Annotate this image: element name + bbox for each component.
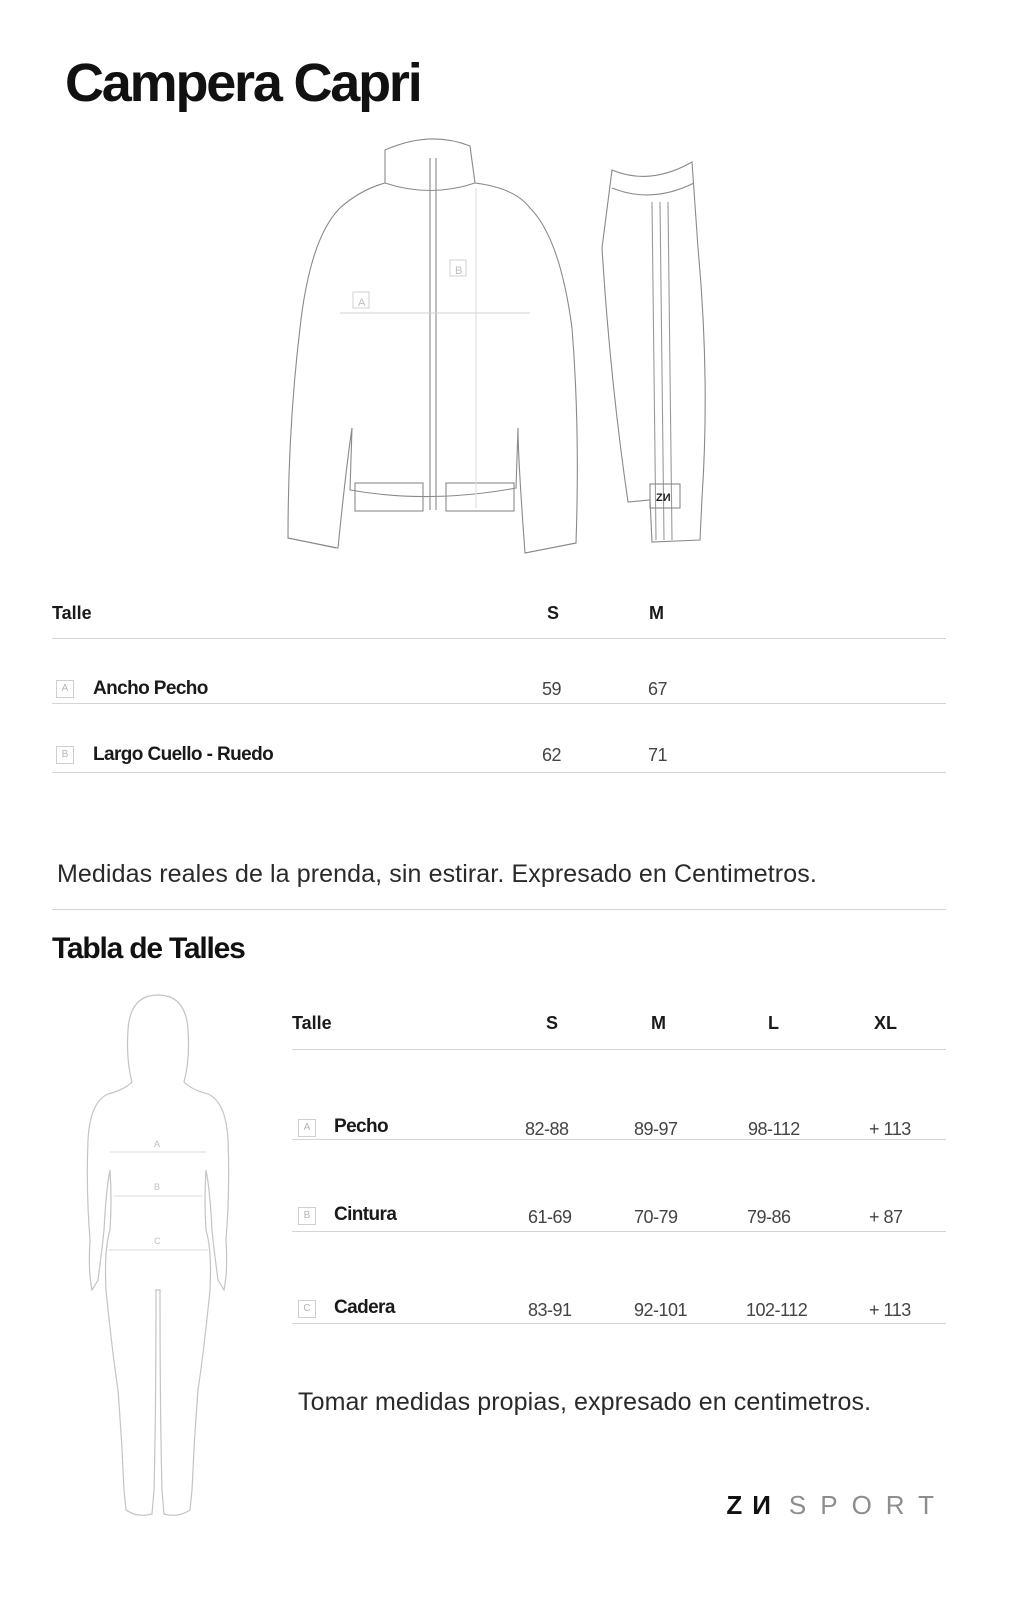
garment-illustration — [280, 128, 730, 568]
size-chart-title: Tabla de Talles — [52, 932, 245, 965]
row-badge: B — [298, 1207, 316, 1225]
row-divider — [52, 772, 946, 773]
jacket-hem-left — [355, 483, 423, 511]
garment-table-header-size: Talle — [52, 603, 92, 623]
figure-marker-c: C — [154, 1236, 161, 1246]
body-outline — [87, 995, 228, 1515]
row-value-xl: + 113 — [869, 1300, 911, 1320]
jacket-marker-a: A — [358, 297, 366, 309]
jacket-hem-right — [446, 483, 514, 511]
row-value-l: 102-112 — [746, 1300, 808, 1320]
garment-table-header-m: M — [649, 603, 664, 623]
garment-table-header-s: S — [547, 603, 560, 623]
brand-mark: ZИ — [726, 1490, 781, 1520]
section-divider — [52, 909, 946, 910]
row-label: Largo Cuello - Ruedo — [93, 744, 274, 765]
jacket-marker-b: B — [455, 265, 463, 277]
body-measure-note: Tomar medidas propias, expresado en centimetros. — [298, 1388, 872, 1416]
body-table-header-s: S — [546, 1013, 559, 1033]
row-value-m: 92-101 — [634, 1300, 688, 1320]
jacket-cuffs — [288, 538, 576, 553]
garment-table-header-divider — [52, 638, 946, 639]
row-value-m: 67 — [648, 679, 668, 699]
pants-waistband — [612, 183, 694, 195]
row-value-xl: + 113 — [869, 1119, 911, 1139]
row-divider — [292, 1139, 946, 1140]
row-value-l: 79-86 — [747, 1207, 791, 1227]
row-value-s: 61-69 — [528, 1207, 572, 1227]
row-badge: B — [56, 746, 74, 764]
row-label: Cadera — [334, 1297, 395, 1318]
row-label: Pecho — [334, 1116, 389, 1137]
row-label: Cintura — [334, 1204, 397, 1225]
brand-word: SPORT — [788, 1490, 948, 1520]
body-table-header-l: L — [768, 1013, 779, 1033]
figure-marker-b: B — [154, 1182, 161, 1192]
row-value-s: 62 — [542, 745, 562, 765]
row-value-s: 59 — [542, 679, 562, 699]
body-figure-illustration — [78, 990, 238, 1530]
table-row — [52, 742, 946, 770]
row-value-s: 82-88 — [525, 1119, 569, 1139]
brand-logo — [726, 1490, 948, 1521]
row-divider — [292, 1231, 946, 1232]
row-value-m: 70-79 — [634, 1207, 678, 1227]
garment-note: Medidas reales de la prenda, sin estirar. Expresado en Centimetros. — [57, 860, 817, 888]
row-divider — [52, 703, 946, 704]
body-table-header-xl: XL — [874, 1013, 898, 1033]
row-value-m: 71 — [648, 745, 668, 765]
row-badge: C — [298, 1300, 316, 1318]
row-badge: A — [298, 1119, 316, 1137]
body-table-header-divider — [292, 1049, 946, 1050]
row-value-xl: + 87 — [869, 1207, 903, 1227]
row-value-m: 89-97 — [634, 1119, 678, 1139]
pants-stripes — [652, 202, 672, 540]
body-table-header-m: M — [651, 1013, 666, 1033]
jacket-outline — [288, 139, 577, 553]
table-row — [292, 1204, 946, 1232]
row-divider — [292, 1323, 946, 1324]
figure-marker-a: A — [154, 1139, 161, 1149]
row-label: Ancho Pecho — [93, 678, 208, 699]
row-value-s: 83-91 — [528, 1300, 572, 1320]
row-value-l: 98-112 — [748, 1119, 800, 1139]
table-row — [292, 1297, 946, 1325]
table-row — [52, 676, 946, 704]
jacket-zipper — [430, 158, 436, 510]
body-table-header-size: Talle — [292, 1013, 332, 1033]
pants-tag-logo: ZИ — [656, 492, 671, 504]
page-title: Campera Capri — [65, 53, 421, 113]
row-badge: A — [56, 680, 74, 698]
garment-size-table — [52, 600, 946, 780]
body-size-table — [292, 1010, 946, 1330]
